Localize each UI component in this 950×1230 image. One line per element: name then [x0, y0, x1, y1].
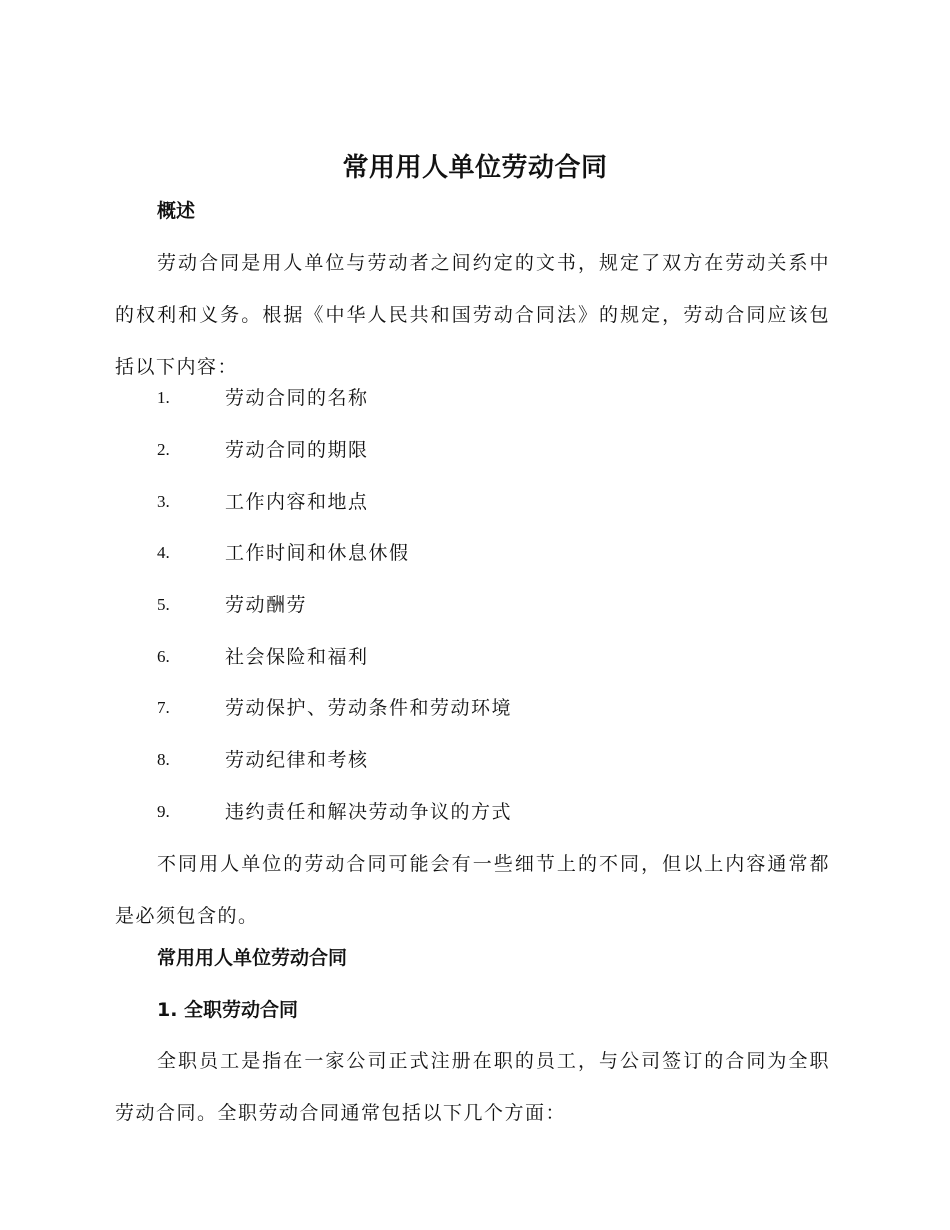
list-item-text: 违约责任和解决劳动争议的方式 [225, 801, 513, 823]
list-item-text: 工作内容和地点 [225, 491, 369, 513]
list-item-number: 6. [157, 647, 170, 666]
list-item-number: 3. [157, 492, 170, 511]
list-item-text: 劳动纪律和考核 [225, 749, 369, 771]
overview-conclusion-paragraph: 不同用人单位的劳动合同可能会有一些细节上的不同，但以上内容通常都是必须包含的。 [115, 853, 830, 927]
list-item-number: 2. [157, 440, 170, 459]
document-title: 常用用人单位劳动合同 [342, 153, 608, 183]
contracts-section-heading: 常用用人单位劳动合同 [157, 947, 348, 969]
list-item-text: 劳动酬劳 [225, 594, 308, 616]
list-item-number: 5. [157, 595, 170, 614]
list-item-text: 工作时间和休息休假 [225, 542, 410, 564]
list-item-text: 社会保险和福利 [225, 646, 369, 668]
list-item-text: 劳动合同的名称 [225, 387, 369, 409]
list-item-number: 9. [157, 802, 170, 821]
list-item-text: 劳动保护、劳动条件和劳动环境 [225, 697, 513, 719]
list-item-number: 4. [157, 543, 170, 562]
list-item-number: 7. [157, 698, 170, 717]
overview-intro-paragraph: 劳动合同是用人单位与劳动者之间约定的文书，规定了双方在劳动关系中的权利和义务。根据《中华人民共和国劳动合同法》的规定，劳动合同应该包括以下内容： [115, 252, 830, 378]
list-item-number: 8. [157, 750, 170, 769]
list-item-text: 劳动合同的期限 [225, 439, 369, 461]
fulltime-contract-paragraph: 全职员工是指在一家公司正式注册在职的员工，与公司签订的合同为全职劳动合同。全职劳动合同通常包括以下几个方面： [115, 1050, 830, 1124]
fulltime-contract-subheading: 1. 全职劳动合同 [157, 999, 299, 1021]
list-item-number: 1. [157, 388, 170, 407]
overview-heading: 概述 [157, 200, 196, 222]
